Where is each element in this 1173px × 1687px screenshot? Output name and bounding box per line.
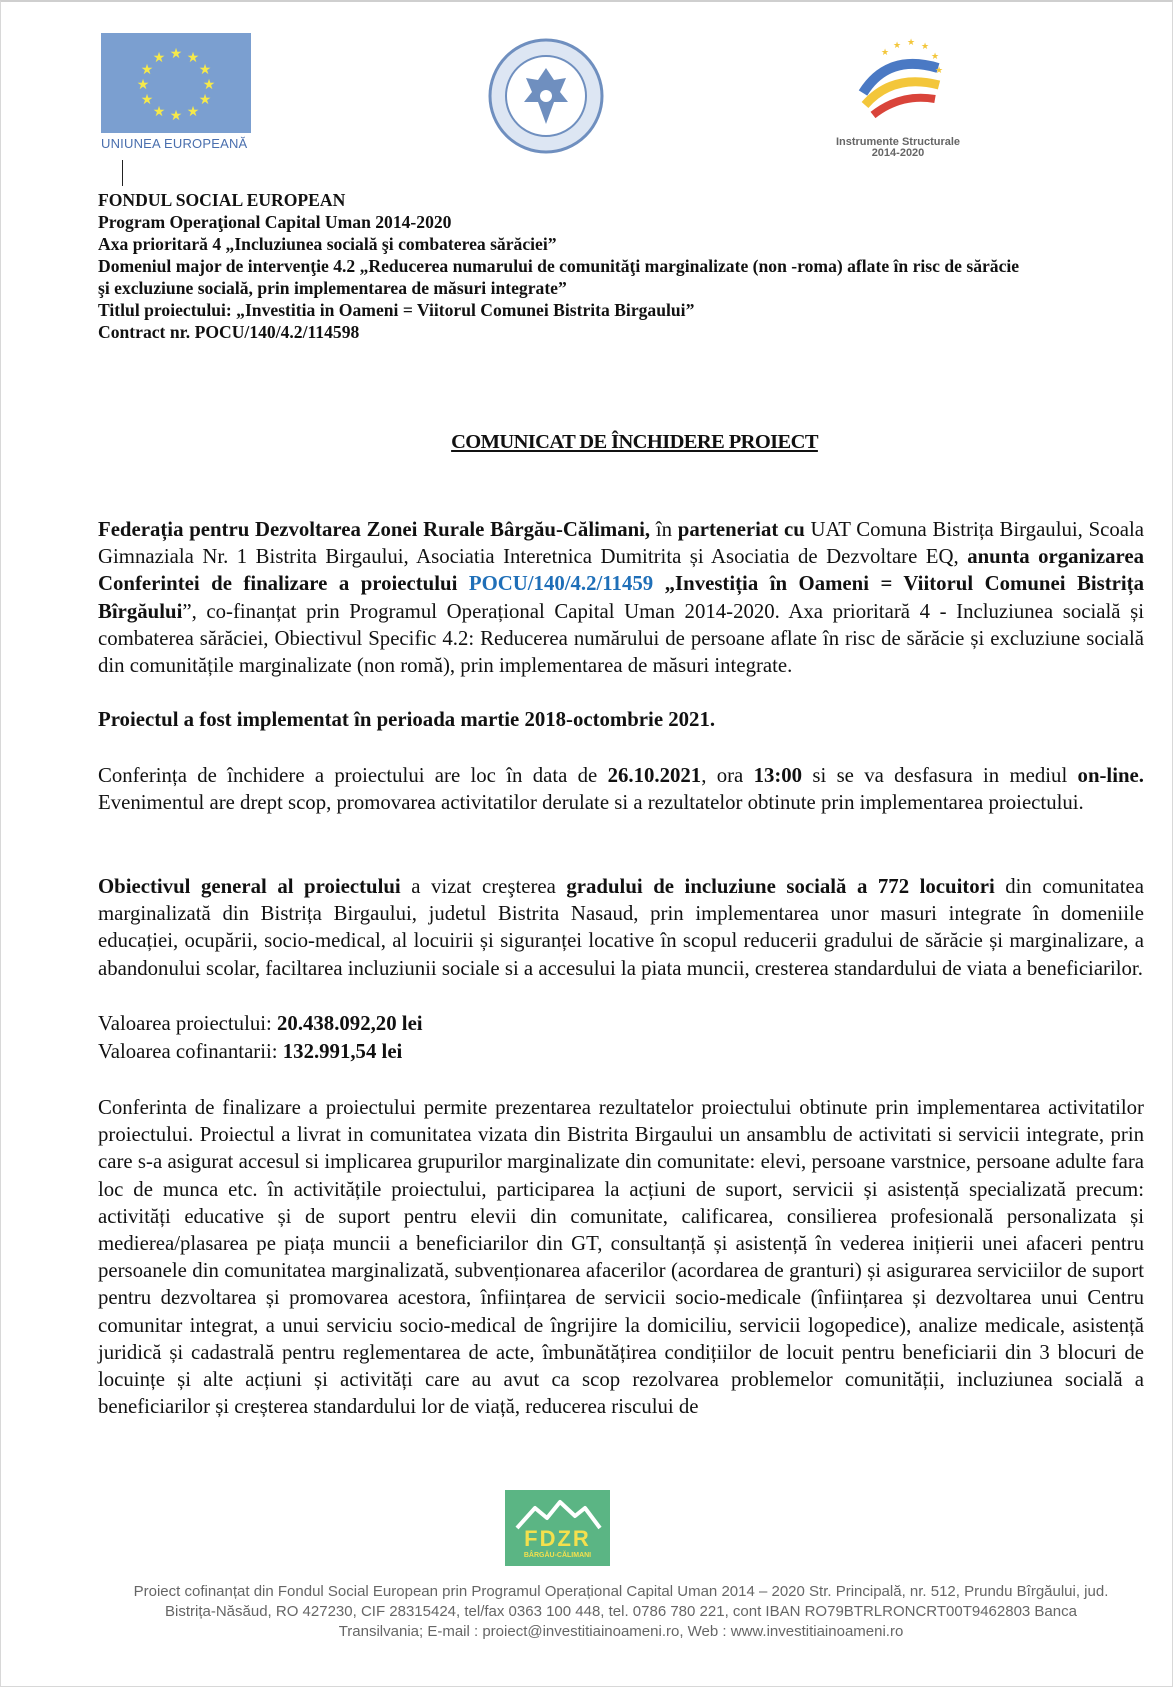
svg-text:★: ★ — [169, 109, 183, 124]
fdzr-subtext: BÂRGĂU-CĂLIMANI — [523, 1552, 592, 1559]
project-value: Valoarea proiectului: 20.438.092,20 lei — [98, 1012, 423, 1035]
svg-text:★: ★ — [198, 93, 212, 108]
project-header — [98, 189, 1148, 343]
eu-flag-icon — [101, 33, 251, 133]
svg-text:★: ★ — [921, 41, 930, 51]
header-line-1: FONDUL SOCIAL EUROPEAN — [98, 190, 346, 210]
svg-text:★: ★ — [186, 105, 200, 120]
online-label: on-line. — [1077, 764, 1144, 787]
is-label-1: Instrumente Structurale — [835, 136, 961, 148]
objective-lead: Obiectivul general al proiectului — [98, 875, 401, 898]
government-seal-icon — [488, 38, 604, 154]
svg-text:★: ★ — [140, 63, 154, 78]
project-code-link[interactable]: POCU/140/4.2/11459 — [468, 572, 654, 596]
partnership-label: parteneriat cu — [677, 518, 805, 541]
svg-text:★: ★ — [152, 105, 166, 120]
footer-line-2: Bistrița-Năsăud, RO 427230, CIF 28315424, tel/fax 0363 100 448, tel. 0786 780 221, cont IBAN RO79BTRLRONCRT00T9462803 Banca — [165, 1603, 1077, 1620]
instrumente-structurale-logo — [828, 33, 968, 160]
eu-logo — [101, 33, 251, 151]
cofinancing-value-amount: 132.991,54 lei — [282, 1040, 403, 1063]
svg-text:★: ★ — [881, 47, 890, 57]
project-title: „Investiția în Oameni = Viitorul Comunei Bistrița Bîrgăului — [98, 572, 1144, 623]
text-cursor — [122, 160, 123, 186]
footer — [96, 1582, 1146, 1642]
implementation-period: Proiectul a fost implementat în perioada martie 2018-octombrie 2021. — [98, 708, 716, 731]
fdzr-text: FDZR — [524, 1526, 591, 1551]
paragraph-objective: Obiectivul general al proiectului a vizat creşterea gradului de incluziune socială a 772 locuitori din comunitatea marginalizată din Bistrița Birgaului, judetul Bistrita Nasaud, prin implementarea unor masuri integrate în domeniile educației, ocupării, socio-medical, al locuirii și siguranței locative în scopul reducerii gradului de sărăcie și marginalizare, a abandonului scolar, faciltarea incluziunii sociale si a accesului la piata muncii, cresterea standardului de viata a beneficiarilor. — [98, 875, 1144, 980]
header-line-5: şi excluziune socială, prin implementarea de măsuri integrate” — [98, 278, 567, 298]
paragraph-results: Conferinta de finalizare a proiectului permite prezentarea rezultatelor proiectului obtinute prin implementarea activitatilor proiectului. Proiectul a livrat in comunitatea vizata din Bistrita Birgaului un ansamblu de activitati si servicii integrate, prin care s-a asigurat accesul si implicarea grupurilor marginalizate din comunitate: elevi, persoane varstnice, persoane adulte fara loc de munca etc. în activitățile proiectului, participarea la acțiuni de suport, servicii și asistență specializată precum: activități educative și de suport pentru elevii din comunitate, calificarea, consilierea profesională personalizata și medierea/plasarea pe piața muncii a beneficiarilor din GT, consultanță și asistență în vederea inițierii unei afaceri pentru persoanele din comunitatea marginalizată, subvenționarea afacerilor (acordarea de granturi) și asigurarea serviciilor de suport pentru dezvoltarea și promovarea acestora, înființarea de servicii socio-medicale (înființarea și dezvoltarea unui Centru comunitar integrat, a unui serviciu socio-medical de îngrijire la domiciliu, servicii logopedice), analize medicale, asistență juridică și cadastrală pentru reglementarea de acte, îmbunătățirea condițiilor de locuit pentru beneficiarii din 3 blocuri de locuințe și alte acțiuni și activități care au avut ca scop rezolvarea problemelor comunității, incluziunea socială a beneficiarilor și creșterea standardului lor de viață, reducerea riscului de — [98, 1096, 1144, 1419]
is-label-2: 2014-2020 — [871, 147, 925, 159]
header-line-2: Program Operaţional Capital Uman 2014-2020 — [98, 212, 452, 232]
header-line-3: Axa prioritară 4 „Incluziunea socială şi combaterea sărăciei” — [98, 234, 557, 254]
project-value-amount: 20.438.092,20 lei — [277, 1012, 423, 1035]
svg-text:★: ★ — [202, 78, 216, 93]
organization-name: Federația pentru Dezvoltarea Zonei Rurale Bârgău-Călimani, — [98, 518, 651, 541]
svg-text:★: ★ — [893, 40, 902, 50]
document-title: COMUNICAT DE ÎNCHIDERE PROIECT — [451, 431, 818, 453]
header-line-4: Domeniul major de intervenţie 4.2 „Reducerea numarului de comunităţi marginalizate (non -roma) aflate în risc de sărăcie — [98, 256, 1020, 276]
svg-text:★: ★ — [169, 47, 183, 62]
svg-text:★: ★ — [935, 65, 944, 75]
fdzr-logo — [505, 1490, 610, 1566]
footer-line-1: Proiect cofinanțat din Fondul Social European prin Programul Operațional Capital Uman 2014 – 2020 Str. Principală, nr. 512, Prundu Bîrgăului, jud. — [133, 1583, 1109, 1600]
svg-text:★: ★ — [152, 51, 166, 66]
conference-date: 26.10.2021 — [607, 764, 702, 787]
svg-text:★: ★ — [907, 37, 916, 47]
header-line-7: Contract nr. POCU/140/4.2/114598 — [98, 322, 360, 342]
svg-text:★: ★ — [186, 51, 200, 66]
paragraph-conference: Conferința de închidere a proiectului are loc în data de 26.10.2021, ora 13:00 si se va desfasura in mediul on-line. Evenimentul are drept scop, promovarea activitatilor derulate si a rezultatelor obtinute prin implementarea proiectului. — [98, 764, 1144, 815]
header-line-6: Titlul proiectului: „Investitia in Oameni = Viitorul Comunei Bistrita Birgaului” — [98, 300, 695, 320]
paragraph-announcement: Federația pentru Dezvoltarea Zonei Rurale Bârgău-Călimani, în parteneriat cu UAT Comuna Bistrița Birgaului, Scoala Gimnaziala Nr. 1 Bistrita Birgaului, Asociatia Interetnica Dumitrita și Asociatia de Dezvoltare EQ, anunta organizarea Conferintei de finalizare a proiectului POCU/140/4.2/11459 „Investiția în Oameni = Viitorul Comunei Bistrița Bîrgăului”, co-finanțat prin Programul Operațional Capital Uman 2014-2020. Axa prioritară 4 - Incluziunea socială și combaterea sărăciei, Obiectivul Specific 4.2: Reducerea numărului de persoane aflate în risc de sărăcie și excluziune socială din comunitățile marginalizate (non romă), prin implementarea de măsuri integrate. — [98, 518, 1145, 678]
footer-line-3: Transilvania; E-mail : proiect@investitiainoameni.ro, Web : www.investitiainoameni.ro — [338, 1623, 904, 1640]
structural-instruments-icon — [843, 33, 953, 133]
svg-text:★: ★ — [140, 93, 154, 108]
svg-text:★: ★ — [931, 51, 940, 61]
announcement-text: anunta organizarea Conferintei de finalizare a proiectului — [98, 545, 1144, 596]
svg-text:★: ★ — [136, 78, 150, 93]
eu-label: UNIUNEA EUROPEANĂ — [101, 136, 248, 151]
inclusion-target: gradului de incluziune socială a 772 locuitori — [566, 875, 995, 898]
svg-text:★: ★ — [198, 63, 212, 78]
conference-hour: 13:00 — [753, 764, 803, 787]
cofinancing-value: Valoarea cofinantarii: 132.991,54 lei — [98, 1040, 403, 1063]
